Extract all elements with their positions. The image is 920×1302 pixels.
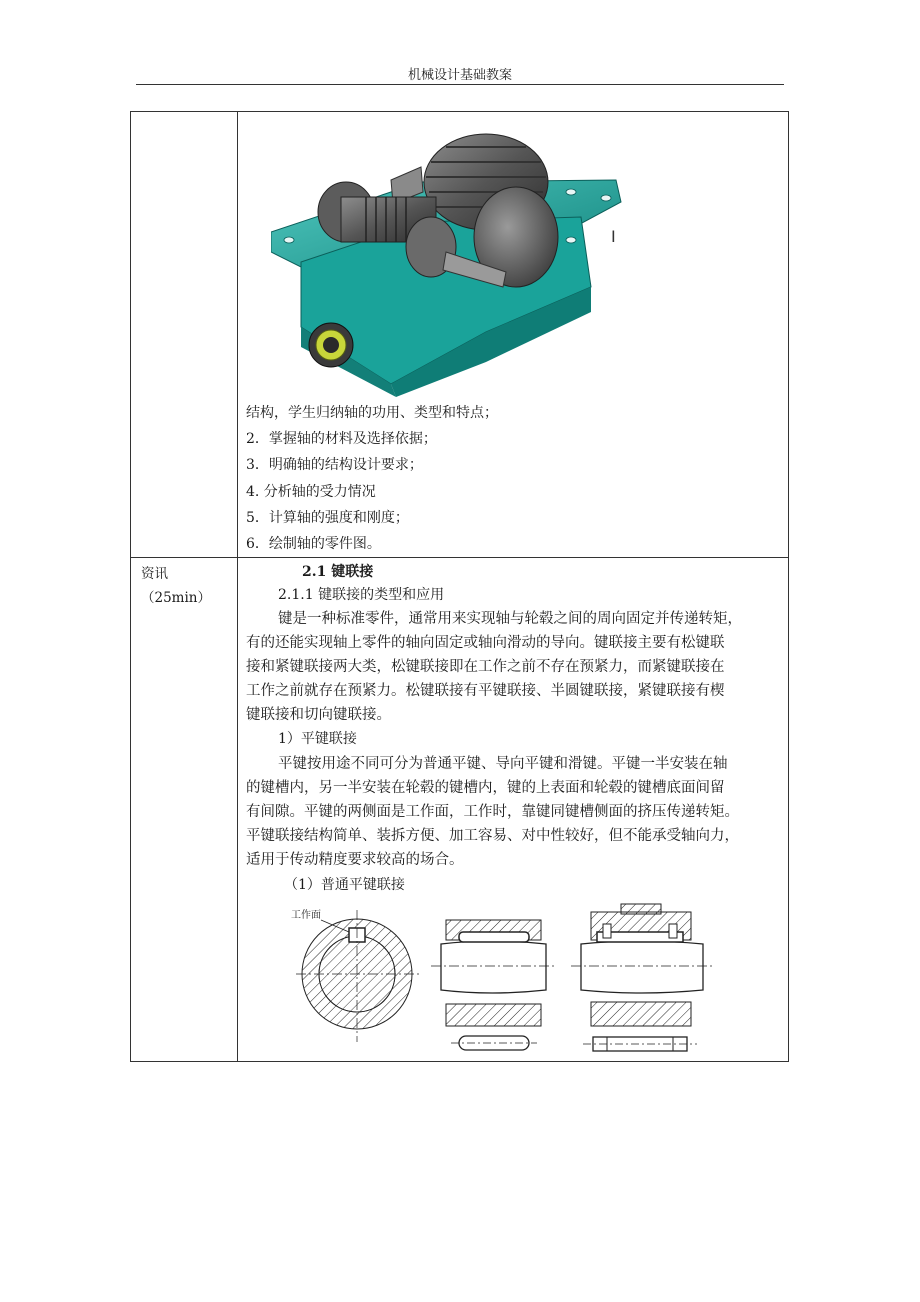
- working-face-label: 工作面: [291, 910, 321, 921]
- row-label: 资讯: [141, 566, 168, 582]
- page-header-title: 机械设计基础教案: [407, 68, 512, 83]
- objective-item: 5．计算轴的强度和刚度；: [246, 509, 409, 526]
- paragraph-line: 接和紧键联接两大类，松键联接即在工作之前不存在预紧力，而紧键联接在: [246, 659, 725, 675]
- header-rule: [136, 84, 784, 85]
- paragraph-line: 有间隙。平键的两侧面是工作面，工作时，靠键同键槽侧面的挤压传递转矩。: [246, 804, 739, 820]
- gearbox-illustration: [271, 122, 631, 397]
- column-divider: [237, 112, 238, 1061]
- row-duration: （25min）: [141, 590, 211, 606]
- subsection-title: 2.1.1 键联接的类型和应用: [278, 587, 445, 603]
- flat-key-diagram: [291, 902, 761, 1062]
- paragraph-line: 的键槽内，另一半安装在轮毂的键槽内，键的上表面和轮毂的键槽底面间留: [246, 780, 725, 796]
- paragraph-line: 适用于传动精度要求较高的场合。: [246, 852, 464, 868]
- paragraph-key-intro: [246, 607, 782, 727]
- objective-item: 6．绘制轴的零件图。: [246, 536, 381, 553]
- paragraph-line: 键联接和切向键联接。: [246, 707, 391, 723]
- item-heading-flat-key: 1）平键联接: [278, 731, 357, 747]
- item-heading-common-flat-key: （1）普通平键联接: [284, 877, 405, 893]
- paragraph-line: 平键联接结构简单、装拆方便、加工容易、对中性较好，但不能承受轴向力，: [246, 828, 739, 844]
- paragraph-flat-key: [246, 752, 782, 872]
- paragraph-line: 有的还能实现轴上零件的轴向固定或轴向滑动的导向。键联接主要有松键联: [246, 635, 725, 651]
- section-title: 2.1 键联接: [302, 564, 374, 580]
- paragraph-line: 平键按用途不同可分为普通平键、导向平键和滑键。平键一半安装在轴: [278, 756, 728, 772]
- svg-text:I: I: [611, 227, 616, 246]
- objectives-list: [246, 400, 776, 557]
- paragraph-line: 工作之前就存在预紧力。松键联接有平键联接、半圆键联接，紧键联接有楔: [246, 683, 725, 699]
- objective-item: 3．明确轴的结构设计要求；: [246, 457, 423, 474]
- lesson-table: [130, 111, 789, 1062]
- objective-item: 2．掌握轴的材料及选择依据；: [246, 431, 437, 448]
- paragraph-line: 键是一种标准零件，通常用来实现轴与轮毂之间的周向固定并传递转矩，: [278, 611, 742, 627]
- objective-item: 结构，学生归纳轴的功用、类型和特点；: [246, 405, 498, 421]
- objective-item: 4. 分析轴的受力情况: [246, 483, 376, 500]
